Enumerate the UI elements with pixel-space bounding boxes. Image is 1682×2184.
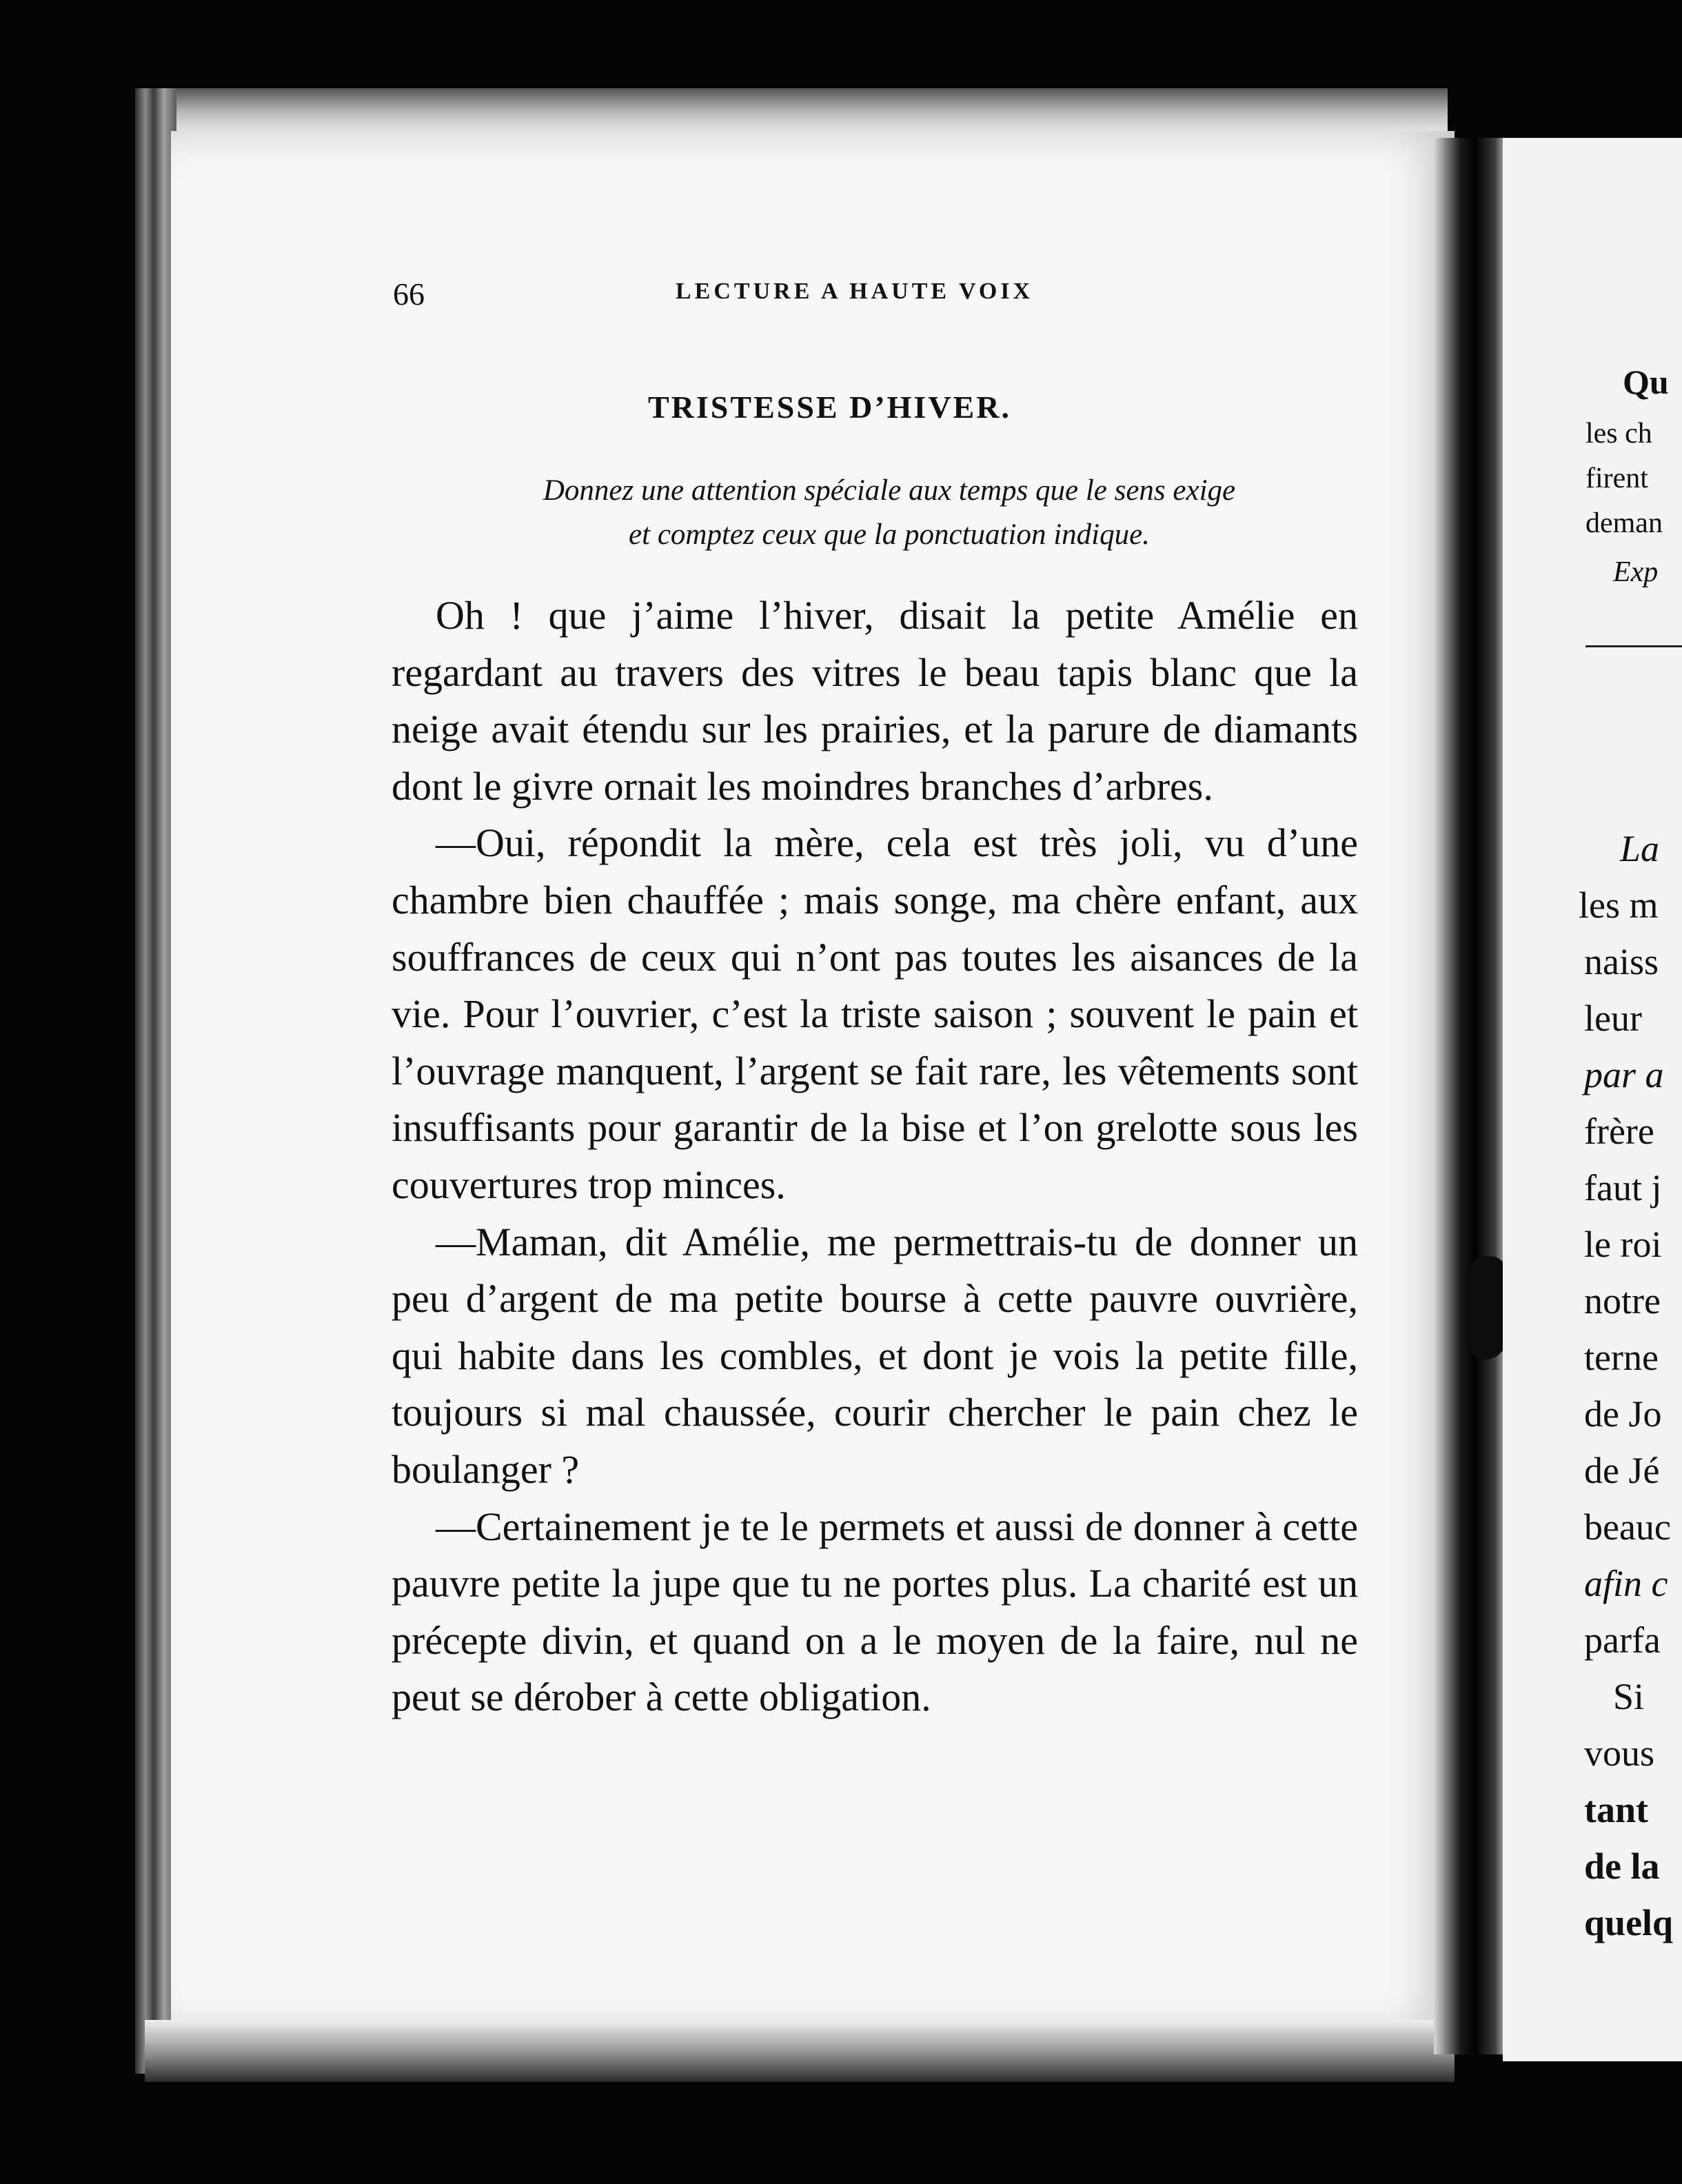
instruction-line-2: et comptez ceux que la ponctuation indique. bbox=[629, 518, 1150, 551]
right-body-line: parfa bbox=[1584, 1619, 1661, 1661]
paragraph-3: —Maman, dit Amélie, me permettrais-tu de donner un peu d’argent de ma petite bourse à cette pauvre ouvrière, qui habite dans les combles, et dont je vois la petite fille, toujours si mal chaussée, courir chercher le pain chez le boulanger ? bbox=[392, 1219, 1358, 1492]
book-top-edge bbox=[138, 88, 1448, 134]
right-body-line: beauc bbox=[1584, 1506, 1671, 1548]
right-body-line: les m bbox=[1579, 884, 1659, 926]
ink-blot bbox=[1467, 1256, 1507, 1359]
right-intro-line: deman bbox=[1585, 507, 1663, 539]
right-body-line: leur bbox=[1584, 998, 1642, 1039]
right-body-line: de la bbox=[1584, 1846, 1660, 1887]
page-number: 66 bbox=[393, 276, 425, 312]
right-body-line: de Jo bbox=[1584, 1393, 1662, 1435]
right-body-line: frère bbox=[1584, 1111, 1654, 1152]
right-body-line: de Jé bbox=[1584, 1450, 1660, 1491]
paragraph-2: —Oui, répondit la mère, cela est très joli, vu d’une chambre bien chauffée ; mais songe, ma chère enfant, aux souffrances de ceux qui n’ont pas toutes les aisances de la vie. Pour l’ouvrier, c’est la triste saison ; souvent le pain et l’ouvrage manquent, l’argent se fait rare, les vêtements sont insuffisants pour garantir de la bise et l’on grelotte sous les couvertures trop minces. bbox=[392, 820, 1358, 1207]
right-body-line: par a bbox=[1584, 1054, 1664, 1095]
instruction-line-1: Donnez une attention spéciale aux temps que le sens exige bbox=[543, 474, 1236, 507]
right-body-line: Si bbox=[1613, 1676, 1645, 1717]
body-text bbox=[392, 587, 1358, 1726]
right-page-heading: Qu bbox=[1623, 363, 1669, 401]
book-page-stack-edge bbox=[135, 88, 176, 2074]
right-body-line: vous bbox=[1584, 1732, 1655, 1774]
right-body-line: quelq bbox=[1584, 1902, 1674, 1943]
right-body-line: le roi bbox=[1584, 1224, 1662, 1265]
right-body-line: tant bbox=[1584, 1789, 1648, 1830]
reading-instruction bbox=[414, 469, 1365, 557]
paragraph-1: Oh ! que j’aime l’hiver, disait la petite Amélie en regardant au travers des vitres le beau tapis blanc que la neige avait étendu sur les prairies, et la parure de diamants dont le givre ornait les moindres branches d’arbres. bbox=[392, 593, 1358, 809]
chapter-title: TRISTESSE D’HIVER. bbox=[648, 390, 1011, 425]
right-body-line: La bbox=[1620, 828, 1660, 869]
right-intro-line: firent bbox=[1585, 463, 1648, 494]
book-gutter bbox=[1434, 138, 1510, 2054]
right-page-fragment bbox=[1503, 138, 1682, 2061]
right-intro-line: les ch bbox=[1585, 418, 1652, 449]
right-body-line: faut j bbox=[1584, 1167, 1662, 1209]
right-intro-line: Exp bbox=[1613, 556, 1659, 588]
right-body-line: afin c bbox=[1584, 1563, 1668, 1604]
running-title: LECTURE A HAUTE VOIX bbox=[676, 279, 1034, 304]
right-page-rule bbox=[1585, 645, 1682, 647]
right-body-line: notre bbox=[1584, 1280, 1661, 1322]
book-bottom-edge bbox=[145, 2020, 1455, 2082]
paragraph-4: —Certainement je te le permets et aussi de donner à cette pauvre petite la jupe que tu ne portes plus. La charité est un précepte divin, et quand on a le moyen de la faire, nul ne peut se dérober à cette obligation. bbox=[392, 1504, 1358, 1720]
right-body-line: naiss bbox=[1584, 941, 1659, 982]
right-body-line: terne bbox=[1584, 1337, 1659, 1378]
